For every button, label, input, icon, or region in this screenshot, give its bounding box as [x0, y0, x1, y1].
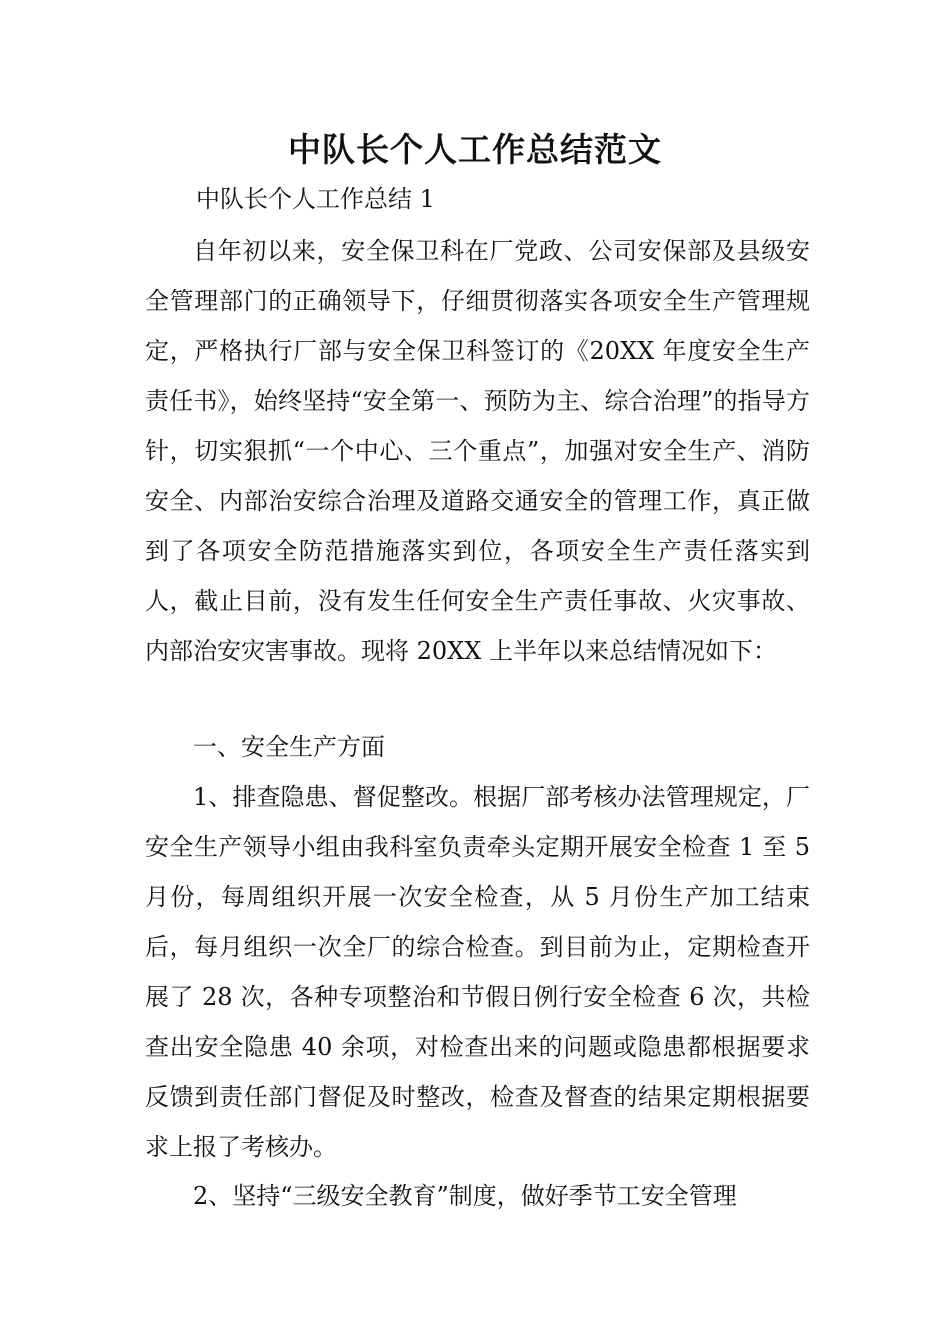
document-subtitle: 中队长个人工作总结 1 — [196, 185, 435, 213]
item-2-paragraph: 2、坚持“三级安全教育”制度，做好季节工安全管理 — [193, 1182, 737, 1210]
section-heading: 一、安全生产方面 — [193, 733, 385, 761]
item-1-paragraph: 1、排查隐患、督促整改。根据厂部考核办法管理规定，厂安全生产领导小组由我科室负责牵头定期开展安全检查 1 至 5 月份，每周组织开展一次安全检查，从 5 月份生产加工结束后，每月组织一次全厂的综合检查。到目前为止，定期检查开展了 28 次，各种专项整治和节假日例行安全检查 6 次，共检查出安全隐患 40 余项，对检查出来的问题或隐患都根据要求反馈到责任部门督促及时整改，检查及督查的结果定期根据要求上报了考核办。 — [145, 783, 810, 1161]
intro-paragraph: 自年初以来，安全保卫科在厂党政、公司安保部及县级安全管理部门的正确领导下，仔细贯彻落实各项安全生产管理规定，严格执行厂部与安全保卫科签订的《20XX 年度安全生产责任书》，始终坚持“安全第一、预防为主、综合治理”的指导方针，切实狠抓“一个中心、三个重点”，加强对安全生产、消防安全、内部治安综合治理及道路交通安全的管理工作，真正做到了各项安全防范措施落实到位，各项安全生产责任落实到人，截止目前，没有发生任何安全生产责任事故、火灾事故、内部治安灾害事故。现将 20XX 上半年以来总结情况如下： — [145, 237, 810, 665]
document-title: 中队长个人工作总结范文 — [288, 130, 662, 169]
